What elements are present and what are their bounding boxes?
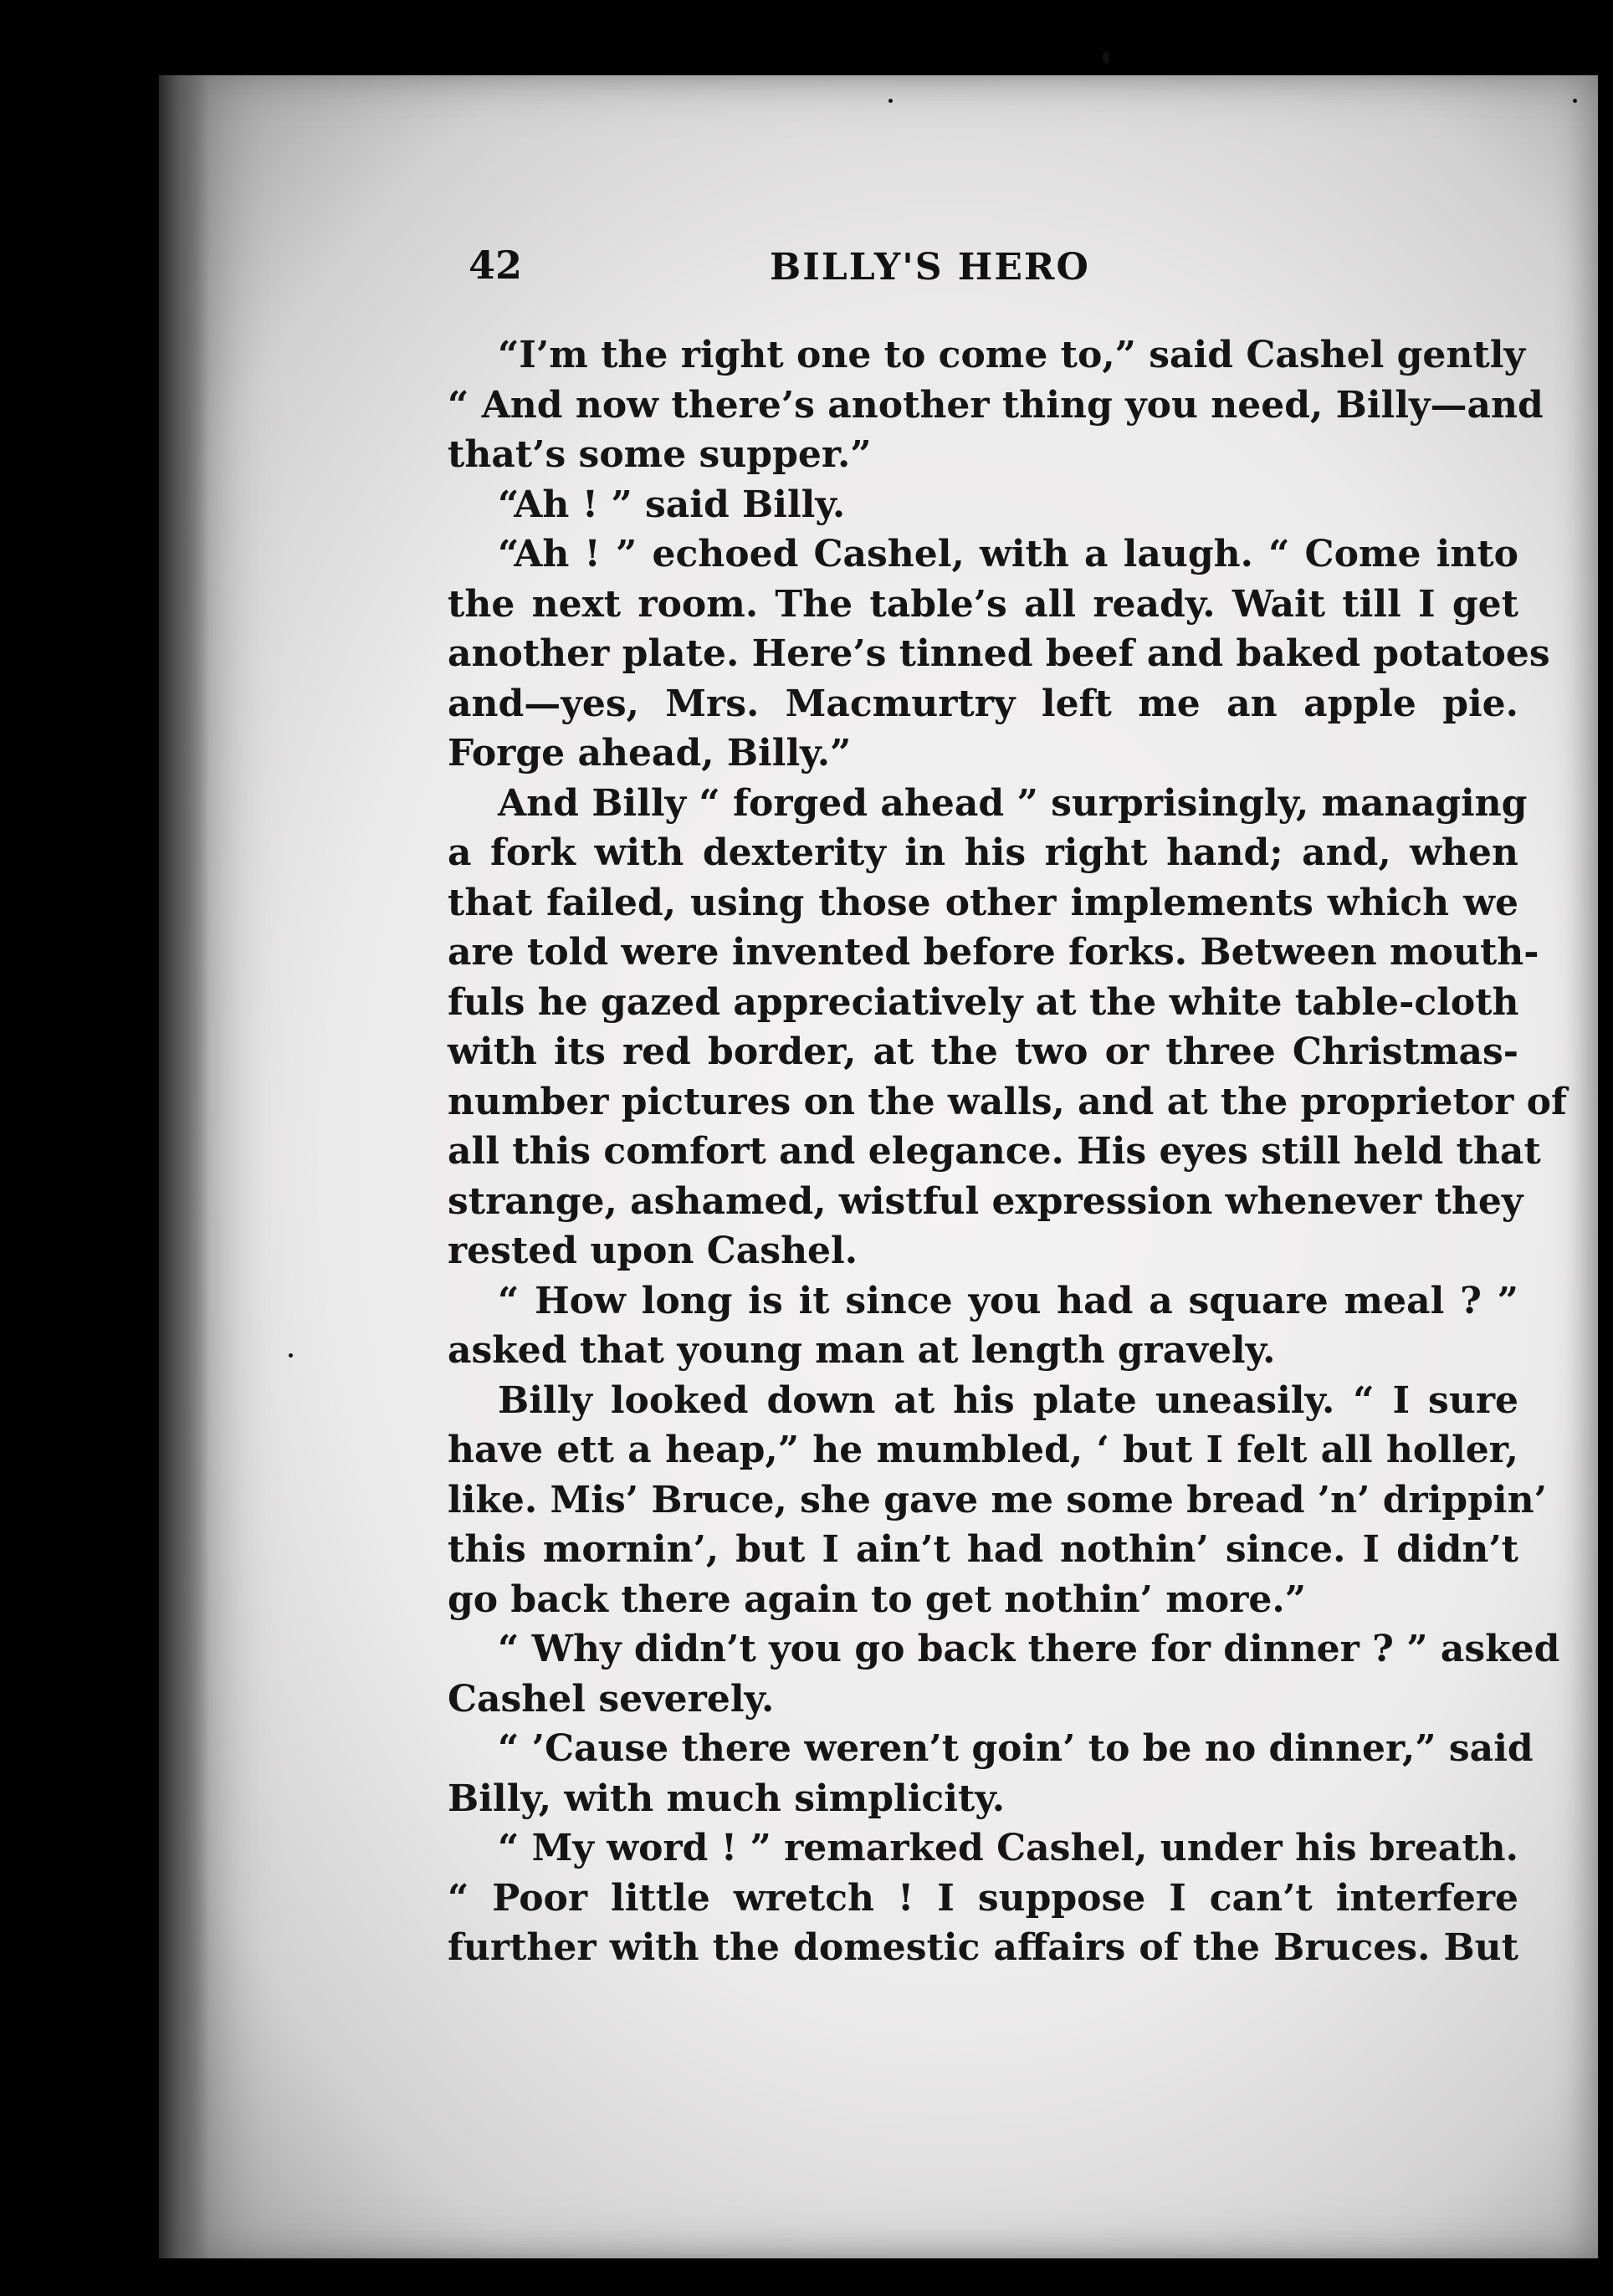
text-line: further with the domestic affairs of the Bruces. But <box>448 1926 1518 1969</box>
page-number: 42 <box>469 243 523 288</box>
text-line: and—yes, Mrs. Macmurtry left me an apple pie. <box>448 682 1518 725</box>
text-line: “Ah ! ” echoed Cashel, with a laugh. “ Come into <box>498 533 1518 575</box>
text-line: this mornin’, but I ain’t had nothin’ since. I didn’t <box>448 1528 1518 1571</box>
text-line: all this comfort and elegance. His eyes still held that <box>448 1130 1541 1173</box>
text-line: rested upon Cashel. <box>448 1230 858 1272</box>
text-line: number pictures on the walls, and at the proprietor of <box>448 1080 1567 1123</box>
text-line: are told were invented before forks. Between mouth- <box>448 931 1539 974</box>
text-line: “ And now there’s another thing you need, Billy—and <box>448 383 1544 427</box>
text-line: Billy, with much simplicity. <box>448 1777 1006 1820</box>
text-line: that’s some supper.” <box>448 433 872 476</box>
text-line: “ My word ! ” remarked Cashel, under his breath. <box>498 1827 1518 1869</box>
text-line: Cashel severely. <box>448 1677 775 1721</box>
text-line: a fork with dexterity in his right hand; and, when <box>448 831 1518 874</box>
text-line: Forge ahead, Billy.” <box>448 732 852 775</box>
text-line: asked that young man at length gravely. <box>448 1329 1276 1372</box>
text-line: go back there again to get nothin’ more.” <box>448 1578 1307 1621</box>
text-line: Billy looked down at his plate uneasily. “ I sure <box>498 1378 1518 1422</box>
text-line: like. Mis’ Bruce, she gave me some bread ’n’ drippin’ <box>448 1478 1547 1521</box>
text-line: that failed, using those other implements which we <box>448 881 1518 924</box>
text-line: “I’m the right one to come to,” said Cashel gently <box>498 334 1526 376</box>
text-line: “ How long is it since you had a square meal ? ” <box>498 1279 1518 1322</box>
text-line: the next room. The table’s all ready. Wait till I get <box>448 582 1518 626</box>
text-line: strange, ashamed, wistful expression whenever they <box>448 1179 1523 1223</box>
running-head: BILLY'S HERO <box>770 246 1090 289</box>
text-line: “Ah ! ” said Billy. <box>498 483 846 526</box>
text-line: have ett a heap,” he mumbled, ‘ but I felt all holler, <box>448 1429 1518 1471</box>
text-line: “ Why didn’t you go back there for dinner ? ” asked <box>498 1628 1560 1670</box>
text-line: “ ’Cause there weren’t goin’ to be no dinner,” said <box>498 1727 1534 1770</box>
text-line: with its red border, at the two or three Christmas- <box>448 1030 1518 1073</box>
text-line: And Billy “ forged ahead ” surprisingly, managing <box>498 781 1528 825</box>
text-line: another plate. Here’s tinned beef and baked potatoes <box>448 632 1550 675</box>
page-header <box>469 243 1180 301</box>
body-text <box>448 330 1567 1973</box>
text-line: fuls he gazed appreciatively at the white table-cloth <box>448 980 1519 1024</box>
book-spine-shadow <box>159 75 209 2258</box>
text-line: “ Poor little wretch ! I suppose I can’t interfere <box>448 1876 1518 1920</box>
